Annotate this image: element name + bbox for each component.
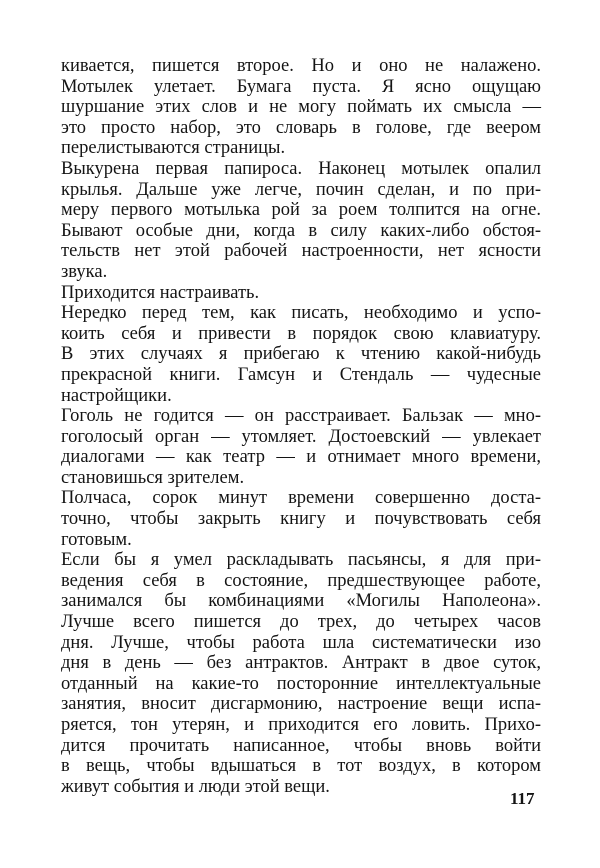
text-line: готовым.: [61, 529, 132, 550]
text-line: занимался бы комбинациями «Могилы Наполеона».: [61, 591, 541, 612]
text-line: это просто набор, это словарь в голове, где веером: [61, 117, 541, 138]
text-line: настройщики.: [61, 385, 172, 406]
text-line: дня в день — без антрактов. Антракт в двое суток,: [61, 653, 541, 674]
text-line: дится прочитать написанное, чтобы вновь войти: [61, 735, 541, 756]
text-line: кивается, пишется второе. Но и оно не налажено.: [61, 56, 541, 76]
body-text: [61, 56, 541, 797]
text-line: дня. Лучше, чтобы работа шла систематически изо: [61, 632, 541, 653]
text-line: Приходится настраивать.: [61, 282, 260, 303]
text-line: прекрасной книги. Гамсун и Стендаль — чудесные: [61, 364, 541, 385]
text-line: отданный на какие-то посторонние интеллектуальные: [61, 673, 541, 694]
text-line: Полчаса, сорок минут времени совершенно доста-: [61, 488, 541, 509]
text-line: Лучше всего пишется до трех, до четырех часов: [61, 612, 541, 633]
text-line: ряется, тон утерян, и приходится его ловить. Прихо-: [61, 715, 541, 735]
text-line: Бывают особые дни, когда в силу каких-либо обстоя-: [61, 220, 541, 241]
text-line: Мотылек улетает. Бумага пуста. Я ясно ощущаю: [61, 76, 541, 97]
text-line: живут события и люди этой вещи.: [61, 776, 330, 797]
text-line: занятия, вносит дисгармонию, настроение вещи испа-: [61, 694, 541, 715]
text-line: Нередко перед тем, как писать, необходимо и успо-: [61, 303, 541, 324]
text-line: точно, чтобы закрыть книгу и почувствовать себя: [61, 509, 541, 530]
text-line: перелистываются страницы.: [61, 138, 286, 159]
text-line: ведения себя в состояние, предшествующее работе,: [61, 570, 541, 591]
text-line: Выкурена первая папироса. Наконец мотылек опалил: [61, 158, 541, 179]
text-line: крылья. Дальше уже легче, почин сделан, и по при-: [61, 179, 541, 200]
text-line: Гоголь не годится — он расстраивает. Бальзак — мно-: [61, 406, 541, 427]
text-line: тельств нет этой рабочей настроенности, нет ясности: [61, 241, 541, 262]
text-line: коить себя и привести в порядок свою клавиатуру.: [61, 323, 541, 344]
text-line: становишься зрителем.: [61, 467, 245, 488]
text-line: меру первого мотылька рой за роем толпится на огне.: [61, 200, 541, 221]
page-number: 117: [510, 789, 535, 808]
text-line: звука.: [61, 261, 108, 282]
text-line: гоголосый орган — утомляет. Достоевский — увлекает: [61, 426, 541, 447]
text-line: диалогами — как театр — и отнимает много времени,: [61, 447, 541, 468]
text-line: шуршание этих слов и не могу поймать их смысла —: [61, 97, 541, 118]
text-line: В этих случаях я прибегаю к чтению какой-нибудь: [61, 344, 541, 365]
text-line: в вещь, чтобы вдышаться в тот воздух, в котором: [61, 756, 541, 777]
text-line: Если бы я умел раскладывать пасьянсы, я для при-: [61, 550, 541, 571]
